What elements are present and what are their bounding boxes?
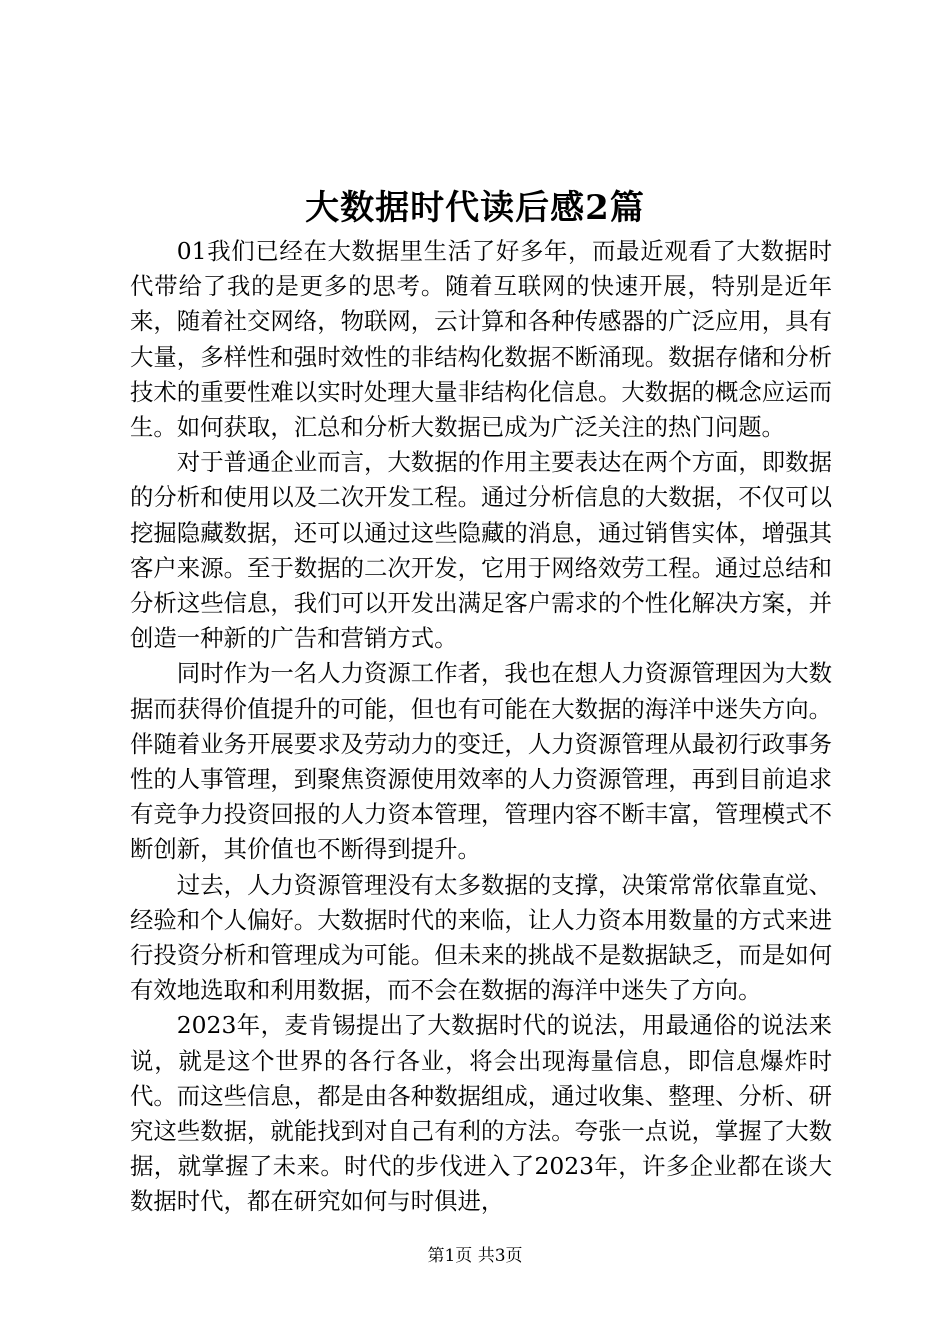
paragraph-5: 2023年，麦肯锡提出了大数据时代的说法，用最通俗的说法来说，就是这个世界的各行各业，将会出现海量信息，即信息爆炸时代。而这些信息，都是由各种数据组成，通过收集、整理、分析、研究这些数据，就能找到对自己有利的方法。夸张一点说，掌握了大数据，就掌握了未来。时代的步伐进入了2023年，许多企业都在谈大数据时代，都在研究如何与时俱进， [130,1011,832,1216]
paragraph-3: 同时作为一名人力资源工作者，我也在想人力资源管理因为大数据而获得价值提升的可能，但也有可能在大数据的海洋中迷失方向。伴随着业务开展要求及劳动力的变迁，人力资源管理从最初行政事务性的人事管理，到聚焦资源使用效率的人力资源管理，再到目前追求有竞争力投资回报的人力资本管理，管理内容不断丰富，管理模式不断创新，其价值也不断得到提升。 [130,659,832,864]
paragraph-2: 对于普通企业而言，大数据的作用主要表达在两个方面，即数据的分析和使用以及二次开发工程。通过分析信息的大数据，不仅可以挖掘隐藏数据，还可以通过这些隐藏的消息，通过销售实体，增强其客户来源。至于数据的二次开发，它用于网络效劳工程。通过总结和分析这些信息，我们可以开发出满足客户需求的个性化解决方案，并创造一种新的广告和营销方式。 [130,448,832,653]
page-number-footer: 第1页 共3页 [427,1246,523,1266]
paragraph-4: 过去，人力资源管理没有太多数据的支撑，决策常常依靠直觉、经验和个人偏好。大数据时代的来临，让人力资本用数量的方式来进行投资分析和管理成为可能。但未来的挑战不是数据缺乏，而是如何有效地选取和利用数据，而不会在数据的海洋中迷失了方向。 [130,870,832,1005]
paragraph-1: 01我们已经在大数据里生活了好多年，而最近观看了大数据时代带给了我的是更多的思考。随着互联网的快速开展，特别是近年来，随着社交网络，物联网，云计算和各种传感器的广泛应用，具有大量，多样性和强时效性的非结构化数据不断涌现。数据存储和分析技术的重要性难以实时处理大量非结构化信息。大数据的概念应运而生。如何获取，汇总和分析大数据已成为广泛关注的热门问题。 [130,237,832,442]
document-body [130,234,832,1220]
document-title: 大数据时代读后感2篇 [305,188,645,228]
